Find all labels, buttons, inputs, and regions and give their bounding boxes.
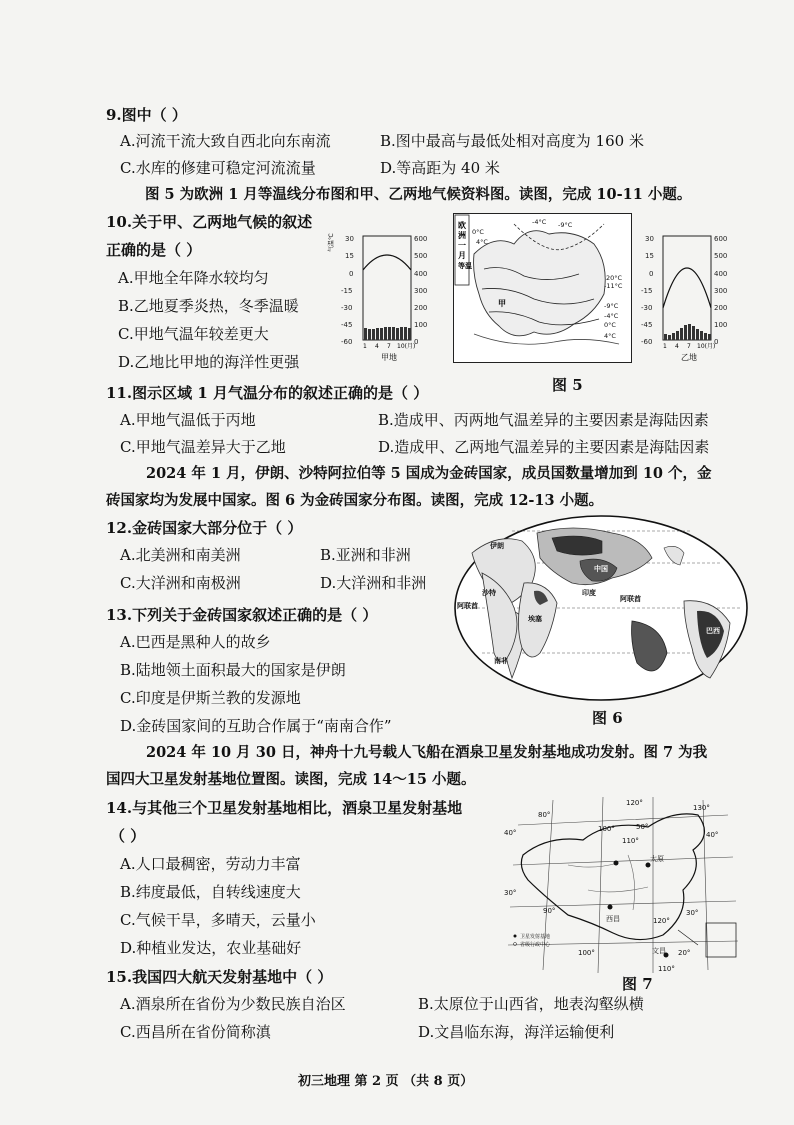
svg-text:200: 200 (714, 304, 728, 312)
q15-option-b: B.太原位于山西省，地表沟壑纵横 (418, 995, 644, 1013)
svg-text:50°: 50° (636, 823, 649, 831)
svg-text:-45: -45 (641, 321, 653, 329)
q15-stem: 15.我国四大航天发射基地中（ ） (106, 968, 333, 986)
q9-option-b: B.图中最高与最低处相对高度为 160 米 (380, 132, 644, 150)
svg-text:1: 1 (663, 343, 667, 350)
svg-text:0: 0 (649, 270, 654, 278)
taiyuan-dot (646, 863, 651, 868)
svg-text:110°: 110° (622, 837, 639, 845)
svg-text:4: 4 (675, 343, 679, 350)
temp-tick: 0 (349, 270, 354, 278)
legend-launch: 卫星发射基地 (520, 934, 551, 940)
climate-chart-jia (328, 228, 445, 368)
svg-text:-9°C: -9°C (558, 221, 573, 229)
q14-option-d: D.种植业发达，农业基础好 (120, 939, 302, 957)
figure-5-caption: 图 5 (552, 376, 583, 394)
svg-text:-4°C: -4°C (532, 218, 547, 226)
precip-tick: 200 (414, 304, 428, 312)
q15-option-d: D.文昌临东海，海洋运输便利 (418, 1023, 615, 1041)
temp-tick: -60 (341, 338, 353, 346)
q10-option-a: A.甲地全年降水较均匀 (118, 269, 269, 287)
q14-stem-line2: （ ） (110, 827, 146, 845)
svg-text:-60: -60 (641, 338, 653, 346)
precip-tick: 500 (414, 252, 428, 260)
q10-option-c: C.甲地气温年较差更大 (118, 325, 269, 343)
svg-text:一: 一 (458, 241, 466, 250)
svg-text:40°: 40° (706, 831, 719, 839)
svg-text:120°: 120° (626, 799, 643, 807)
temp-tick: -45 (341, 321, 353, 329)
q14-option-a: A.人口最稠密，劳动力丰富 (120, 855, 301, 873)
temp-tick: -30 (341, 304, 353, 312)
svg-text:100: 100 (714, 321, 728, 329)
svg-text:10(月): 10(月) (397, 343, 416, 350)
q12-option-a: A.北美洲和南美洲 (120, 546, 241, 564)
svg-text:30°: 30° (504, 889, 517, 897)
chart-label-jia: 甲地 (381, 353, 397, 362)
svg-text:-30: -30 (641, 304, 653, 312)
svg-text:阿联酋: 阿联酋 (457, 602, 478, 610)
q14-stem-line1: 14.与其他三个卫星发射基地相比，酒泉卫星发射基地 (106, 799, 463, 817)
svg-text:4: 4 (375, 343, 379, 350)
svg-text:120°: 120° (653, 917, 670, 925)
svg-text:0: 0 (714, 338, 719, 346)
q13-option-a: A.巴西是黑种人的故乡 (120, 633, 271, 651)
figure-6-caption: 图 6 (592, 709, 623, 727)
q11-option-c: C.甲地气温差异大于乙地 (120, 438, 286, 456)
svg-text:0°C: 0°C (604, 321, 616, 329)
svg-text:600: 600 (714, 235, 728, 243)
q12-option-b: B.亚洲和非洲 (320, 546, 411, 564)
temp-tick: 30 (345, 235, 354, 243)
svg-text:月: 月 (458, 251, 466, 260)
svg-text:等温: 等温 (458, 262, 472, 270)
svg-text:气温℃: 气温℃ (328, 233, 335, 252)
europe-isotherm-map (453, 213, 632, 363)
legend-capital: 省级行政中心 (520, 942, 551, 948)
svg-text:400: 400 (714, 270, 728, 278)
xichang-dot (608, 905, 613, 910)
svg-text:甲: 甲 (498, 299, 506, 308)
q10-stem-line2: 正确的是（ ） (106, 241, 202, 259)
svg-text:-4°C: -4°C (604, 312, 619, 320)
q9-option-a: A.河流干流大致自西北向东南流 (120, 132, 331, 150)
svg-text:7: 7 (387, 343, 391, 350)
jiuquan-dot (614, 861, 619, 866)
q11-option-a: A.甲地气温低于丙地 (120, 411, 256, 429)
q11-stem: 11.图示区域 1 月气温分布的叙述正确的是（ ） (106, 384, 429, 402)
svg-text:100°: 100° (598, 825, 615, 833)
svg-text:4°C: 4°C (604, 332, 616, 340)
q15-option-c: C.西昌所在省份简称滇 (120, 1023, 271, 1041)
q13-option-c: C.印度是伊斯兰教的发源地 (120, 689, 301, 707)
svg-text:沙特: 沙特 (482, 589, 496, 597)
svg-text:80°: 80° (538, 811, 551, 819)
svg-text:太原: 太原 (650, 855, 664, 863)
q14-option-c: C.气候干旱，多晴天，云量小 (120, 911, 316, 929)
svg-text:文昌: 文昌 (652, 947, 666, 955)
precip-tick: 300 (414, 287, 428, 295)
svg-text:500: 500 (714, 252, 728, 260)
q9-stem: 9.图中（ ） (106, 106, 187, 124)
svg-text:洲: 洲 (458, 231, 466, 240)
q13-stem: 13.下列关于金砖国家叙述正确的是（ ） (106, 606, 378, 624)
svg-text:20°C: 20°C (606, 274, 623, 282)
chart-label-yi: 乙地 (681, 353, 697, 362)
svg-text:30°: 30° (686, 909, 699, 917)
intro-fig5: 图 5 为欧洲 1 月等温线分布图和甲、乙两地气候资料图。读图，完成 10-11 小题。 (145, 186, 692, 203)
svg-text:7: 7 (687, 343, 691, 350)
svg-text:0°C: 0°C (472, 228, 484, 236)
precip-tick: 400 (414, 270, 428, 278)
svg-text:伊朗: 伊朗 (490, 542, 504, 550)
svg-text:欧: 欧 (458, 221, 466, 230)
precip-tick: 0 (414, 338, 419, 346)
q10-option-b: B.乙地夏季炎热，冬季温暖 (118, 297, 299, 315)
svg-text:中国: 中国 (594, 565, 608, 573)
precip-tick: 100 (414, 321, 428, 329)
q10-stem-line1: 10.关于甲、乙两地气候的叙述 (106, 213, 313, 231)
svg-text:-11°C: -11°C (604, 282, 623, 290)
q12-option-c: C.大洋洲和南极洲 (120, 574, 241, 592)
intro-fig7-line2: 国四大卫星发射基地位置图。读图，完成 14～15 小题。 (106, 771, 476, 788)
intro-fig6-line1: 2024 年 1 月，伊朗、沙特阿拉伯等 5 国成为金砖国家，成员国数量增加到 10 个，金 (146, 465, 712, 482)
climate-chart-yi (635, 228, 745, 368)
svg-text:4°C: 4°C (476, 238, 488, 246)
svg-text:130°: 130° (693, 804, 710, 812)
svg-text:30: 30 (645, 235, 654, 243)
q11-option-d: D.造成甲、乙两地气温差异的主要因素是海陆因素 (378, 438, 710, 456)
svg-text:15: 15 (645, 252, 654, 260)
svg-text:40°: 40° (504, 829, 517, 837)
q11-option-b: B.造成甲、丙两地气温差异的主要因素是海陆因素 (378, 411, 709, 429)
svg-text:南非: 南非 (494, 657, 508, 665)
q12-stem: 12.金砖国家大部分位于（ ） (106, 519, 303, 537)
svg-text:90°: 90° (543, 907, 556, 915)
svg-text:110°: 110° (658, 965, 675, 973)
temp-tick: -15 (341, 287, 353, 295)
q9-option-c: C.水库的修建可稳定河流流量 (120, 159, 316, 177)
svg-text:300: 300 (714, 287, 728, 295)
q9-option-d: D.等高距为 40 米 (380, 159, 500, 177)
page-footer: 初三地理 第 2 页 （共 8 页） (298, 1074, 474, 1089)
svg-text:埃塞: 埃塞 (528, 615, 542, 623)
figure-7-caption: 图 7 (622, 975, 653, 993)
svg-text:10(月): 10(月) (697, 343, 716, 350)
svg-text:西昌: 西昌 (606, 915, 620, 923)
brics-world-map (452, 513, 750, 703)
q14-option-b: B.纬度最低，自转线速度大 (120, 883, 301, 901)
intro-fig6-line2: 砖国家均为发展中国家。图 6 为金砖国家分布图。读图，完成 12-13 小题。 (106, 492, 604, 509)
svg-text:20°: 20° (678, 949, 691, 957)
svg-text:1: 1 (363, 343, 367, 350)
temp-tick: 15 (345, 252, 354, 260)
precip-tick: 600 (414, 235, 428, 243)
q15-option-a: A.酒泉所在省份为少数民族自治区 (120, 995, 346, 1013)
china-launch-sites-map (498, 795, 748, 975)
svg-text:-9°C: -9°C (604, 302, 619, 310)
q12-option-d: D.大洋洲和非洲 (320, 574, 427, 592)
svg-text:100°: 100° (578, 949, 595, 957)
svg-text:印度: 印度 (582, 589, 596, 597)
svg-text:阿联酋: 阿联酋 (620, 595, 641, 603)
q10-option-d: D.乙地比甲地的海洋性更强 (118, 353, 300, 371)
q13-option-b: B.陆地领土面积最大的国家是伊朗 (120, 661, 346, 679)
q13-option-d: D.金砖国家间的互助合作属于“南南合作” (120, 717, 392, 735)
svg-text:-15: -15 (641, 287, 653, 295)
intro-fig7-line1: 2024 年 10 月 30 日，神舟十九号载人飞船在酒泉卫星发射基地成功发射。图 7 为我 (146, 744, 708, 761)
svg-text:巴西: 巴西 (706, 627, 720, 635)
